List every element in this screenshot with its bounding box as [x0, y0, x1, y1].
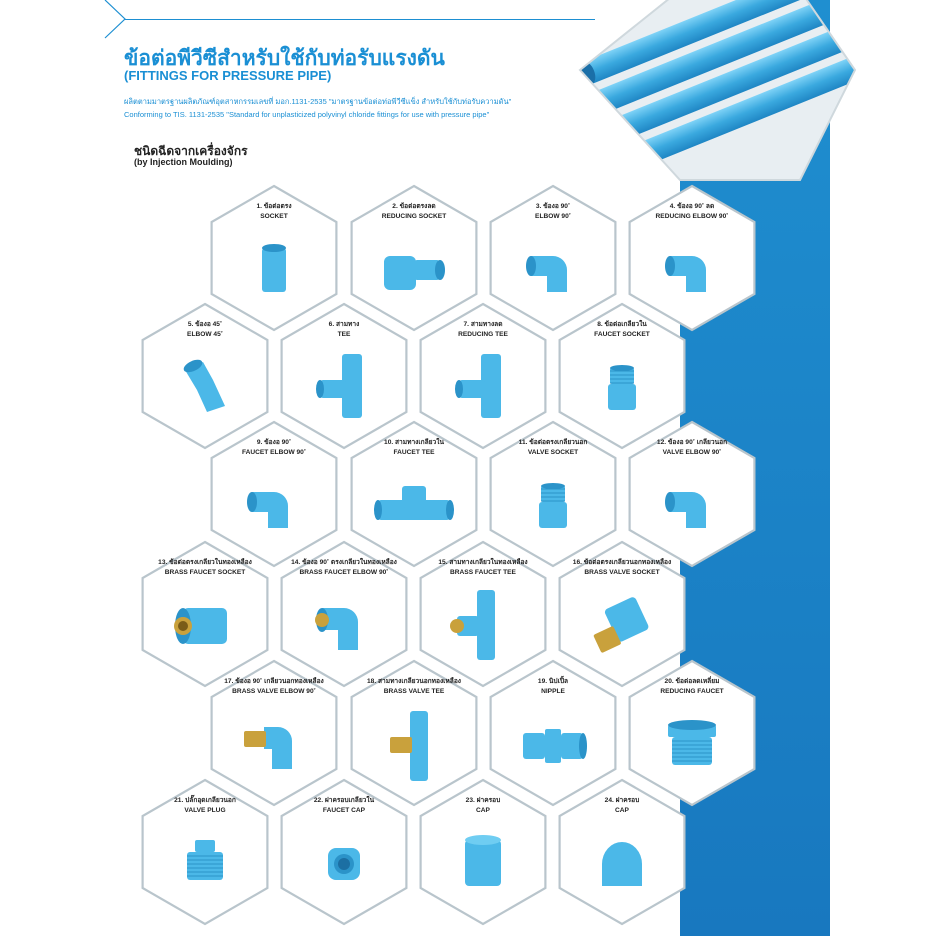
fitting-item: [630, 661, 755, 805]
threaded-socket-icon: [539, 483, 567, 528]
faucet-cap-icon: [328, 848, 360, 880]
fitting-name-english: VALVE ELBOW 90˚: [662, 449, 722, 456]
fitting-item: [560, 304, 685, 448]
fitting-name-thai: 20. ข้อต่อลดเหลี่ยม: [664, 678, 720, 685]
fitting-item: [421, 780, 546, 924]
fitting-name-thai: 22. ฝาครอบเกลียวใน: [313, 797, 375, 804]
fitting-name-thai: 9. ข้องอ 90˚: [256, 439, 292, 446]
fitting-name-english: NIPPLE: [541, 688, 565, 695]
fitting-name-thai: 21. ปลั๊กอุดเกลียวนอก: [174, 797, 236, 804]
fitting-name-english: CAP: [615, 807, 629, 814]
fitting-name-thai: 7. สามทางลด: [463, 321, 503, 328]
fitting-item: [282, 542, 407, 686]
fitting-item: [630, 422, 755, 566]
fitting-name-thai: 1. ข้อต่อตรง: [256, 203, 292, 210]
fitting-name-english: REDUCING ELBOW 90˚: [655, 213, 729, 220]
fitting-name-thai: 12. ข้องอ 90˚ เกลียวนอก: [656, 439, 728, 446]
fitting-item: [212, 661, 337, 805]
fitting-item: [352, 186, 477, 330]
section-title-thai: ชนิดฉีดจากเครื่องจักร: [134, 144, 248, 158]
page-title-thai: ข้อต่อพีวีซีสำหรับใช้กับท่อรับแรงดัน: [124, 47, 445, 70]
fitting-item: [491, 186, 616, 330]
fitting-name-thai: 19. นิปเปิ้ล: [537, 678, 569, 685]
fitting-name-english: VALVE SOCKET: [527, 449, 579, 456]
fitting-name-english: TEE: [337, 331, 351, 338]
fitting-name-thai: 8. ข้อต่อเกลียวใน: [597, 321, 647, 328]
reducing-faucet-icon: [668, 720, 716, 765]
fitting-name-thai: 24. ฝาครอบ: [604, 797, 640, 804]
fitting-name-thai: 16. ข้อต่อตรงเกลียวนอกทองเหลือง: [572, 559, 672, 566]
fitting-name-english: REDUCING SOCKET: [381, 213, 447, 220]
dome-cap-icon: [602, 842, 642, 886]
fitting-name-thai: 23. ฝาครอบ: [465, 797, 501, 804]
page-title-english: (FITTINGS FOR PRESSURE PIPE): [124, 68, 332, 83]
fitting-name-english: BRASS VALVE TEE: [383, 688, 445, 695]
standard-thai: ผลิตตามมาตรฐานผลิตภัณฑ์อุตสาหกรรมเลขที่ มอก.1131-2535 "มาตรฐานข้อต่อท่อพีวีซีแข็ง สำหรับใช้กับท่อรับความดัน": [124, 97, 512, 106]
fitting-item: [282, 304, 407, 448]
fitting-item: [421, 542, 546, 686]
fitting-item: [352, 661, 477, 805]
fitting-item: [491, 661, 616, 805]
fitting-item: [143, 542, 268, 686]
fitting-item: [560, 542, 685, 686]
fitting-name-thai: 5. ข้องอ 45˚: [187, 321, 223, 328]
section-title-english: (by Injection Moulding): [134, 157, 233, 167]
fitting-name-thai: 18. สามทางเกลียวนอกทองเหลือง: [367, 678, 461, 685]
fitting-name-english: SOCKET: [260, 213, 288, 220]
fitting-name-thai: 11. ข้อต่อตรงเกลียวนอก: [518, 439, 588, 446]
fitting-name-thai: 2. ข้อต่อตรงลด: [392, 203, 436, 210]
fitting-name-english: VALVE PLUG: [184, 807, 226, 814]
fitting-name-thai: 4. ข้องอ 90˚ ลด: [669, 203, 715, 210]
fitting-item: [282, 780, 407, 924]
fitting-item: [143, 304, 268, 448]
fitting-name-thai: 15. สามทางเกลียวในทองเหลือง: [438, 559, 528, 566]
fitting-item: [352, 422, 477, 566]
fitting-name-english: CAP: [476, 807, 490, 814]
fitting-item: [143, 780, 268, 924]
fitting-name-thai: 6. สามทาง: [328, 321, 360, 328]
fitting-name-english: FAUCET CAP: [322, 807, 366, 814]
fitting-item: [212, 422, 337, 566]
standard-english: Conforming to TIS. 1131-2535 "Standard for unplasticized polyvinyl chloride fittings for use with pressure pipe": [124, 110, 490, 119]
fitting-name-english: BRASS VALVE ELBOW 90˚: [232, 688, 316, 695]
cap-icon: [465, 835, 501, 886]
fitting-name-thai: 13. ข้อต่อตรงเกลียวในทองเหลือง: [158, 559, 252, 566]
threaded-socket-icon: [608, 365, 636, 410]
fitting-name-english: FAUCET TEE: [393, 449, 435, 456]
fitting-name-english: BRASS FAUCET ELBOW 90˚: [299, 569, 389, 576]
fitting-name-english: FAUCET ELBOW 90˚: [241, 449, 307, 456]
nipple-icon: [523, 729, 587, 763]
fitting-item: [560, 780, 685, 924]
fitting-item: [630, 186, 755, 330]
fitting-name-english: BRASS FAUCET SOCKET: [164, 569, 246, 576]
fitting-name-english: FAUCET SOCKET: [594, 331, 650, 338]
fitting-name-thai: 3. ข้องอ 90˚: [535, 203, 571, 210]
fitting-item: [212, 186, 337, 330]
fitting-name-thai: 14. ข้องอ 90˚ ตรงเกลียวในทองเหลือง: [291, 559, 397, 566]
socket-icon: [262, 244, 286, 292]
brass-socket-icon: [174, 608, 227, 644]
fitting-name-english: ELBOW 90˚: [535, 213, 571, 220]
fitting-name-english: REDUCING FAUCET: [660, 688, 724, 695]
fitting-name-thai: 10. สามทางเกลียวใน: [384, 439, 444, 446]
fitting-item: [421, 304, 546, 448]
fitting-name-english: BRASS FAUCET TEE: [450, 569, 516, 576]
fitting-name-english: REDUCING TEE: [458, 331, 508, 338]
fitting-name-english: ELBOW 45˚: [187, 331, 223, 338]
fitting-name-english: BRASS VALVE SOCKET: [584, 569, 660, 576]
fitting-name-thai: 17. ข้องอ 90˚ เกลียวนอกทองเหลือง: [224, 678, 324, 685]
fitting-item: [491, 422, 616, 566]
